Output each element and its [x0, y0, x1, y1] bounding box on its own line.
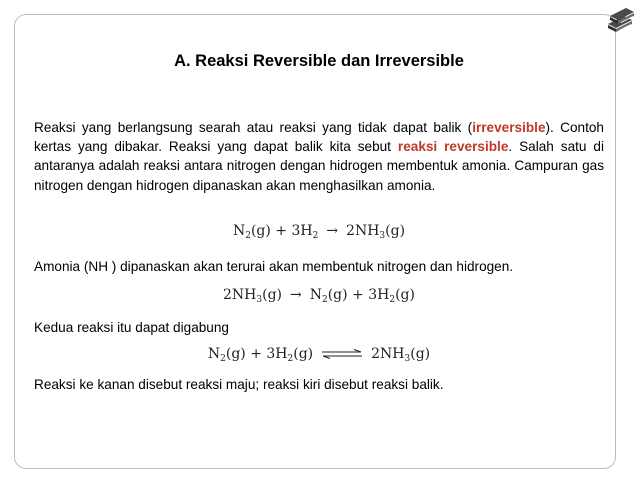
eq2-h2-sub: 2 [389, 295, 396, 305]
paragraph-intro [34, 118, 604, 195]
term-irreversible: irreversible [472, 120, 546, 135]
eq1-n2: N [232, 223, 246, 239]
eq3-product-sub: 3 [404, 354, 411, 364]
eq1-product: 2NH [346, 223, 380, 239]
eq2-n2-sub: 2 [321, 295, 328, 305]
eq1-h2-sub: 2 [312, 231, 319, 241]
equilibrium-arrow-icon [321, 349, 363, 359]
slide-title: A. Reaksi Reversible dan Irreversible [174, 52, 464, 70]
book-stack-icon [602, 2, 636, 36]
eq3-n2-sub: 2 [220, 354, 226, 364]
eq1-product-sub: 3 [379, 231, 386, 241]
intro-text-3: . Salah satu di antaranya adalah reaksi antara nitrogen dengan hidrogen membentuk amonia. Campuran gas nitrogen dengan hidrogen dipanaskan akan menghasilkan amonia. [34, 139, 605, 193]
eq2-reactant-phase: (g) [262, 287, 282, 303]
equation-decomposition [0, 287, 638, 305]
intro-text-1: Reaksi yang berlangsung searah atau reaksi yang tidak dapat balik ( [34, 120, 473, 135]
slide-frame [14, 14, 616, 469]
eq3-h2-phase: (g) [293, 346, 314, 362]
eq2-arrow: → [290, 287, 302, 303]
eq1-product-phase: (g) [385, 223, 406, 239]
paragraph-decomposition: Amonia (NH ) dipanaskan akan terurai akan membentuk nitrogen dan hidrogen. [34, 259, 514, 274]
eq2-h2-phase: (g) [395, 287, 415, 303]
eq1-arrow: → [326, 223, 339, 239]
equation-forward [0, 223, 638, 241]
eq2-reactant-sub: 3 [256, 295, 263, 305]
eq3-phase: (g) + 3H [225, 346, 288, 362]
eq3-product-phase: (g) [410, 346, 431, 362]
eq3-h2-sub: 2 [287, 354, 294, 364]
equation-equilibrium [0, 346, 638, 364]
paragraph-combine: Kedua reaksi itu dapat digabung [34, 320, 229, 335]
eq3-n2: N [207, 346, 221, 362]
eq2-phase: (g) + 3H [327, 287, 390, 303]
eq2-reactant: 2NH [223, 287, 257, 303]
eq2-n2: N [309, 287, 322, 303]
eq1-n2-sub: 2 [245, 231, 251, 241]
eq1-phase: (g) + 3H [250, 223, 313, 239]
term-reaksi-reversible: reaksi reversible [397, 139, 509, 155]
intro-text-2: ). Contoh kertas yang dibakar. Reaksi yang dapat balik kita sebut [34, 120, 604, 155]
paragraph-direction: Reaksi ke kanan disebut reaksi maju; reaksi kiri disebut reaksi balik. [34, 377, 444, 392]
eq3-product: 2NH [371, 346, 405, 362]
